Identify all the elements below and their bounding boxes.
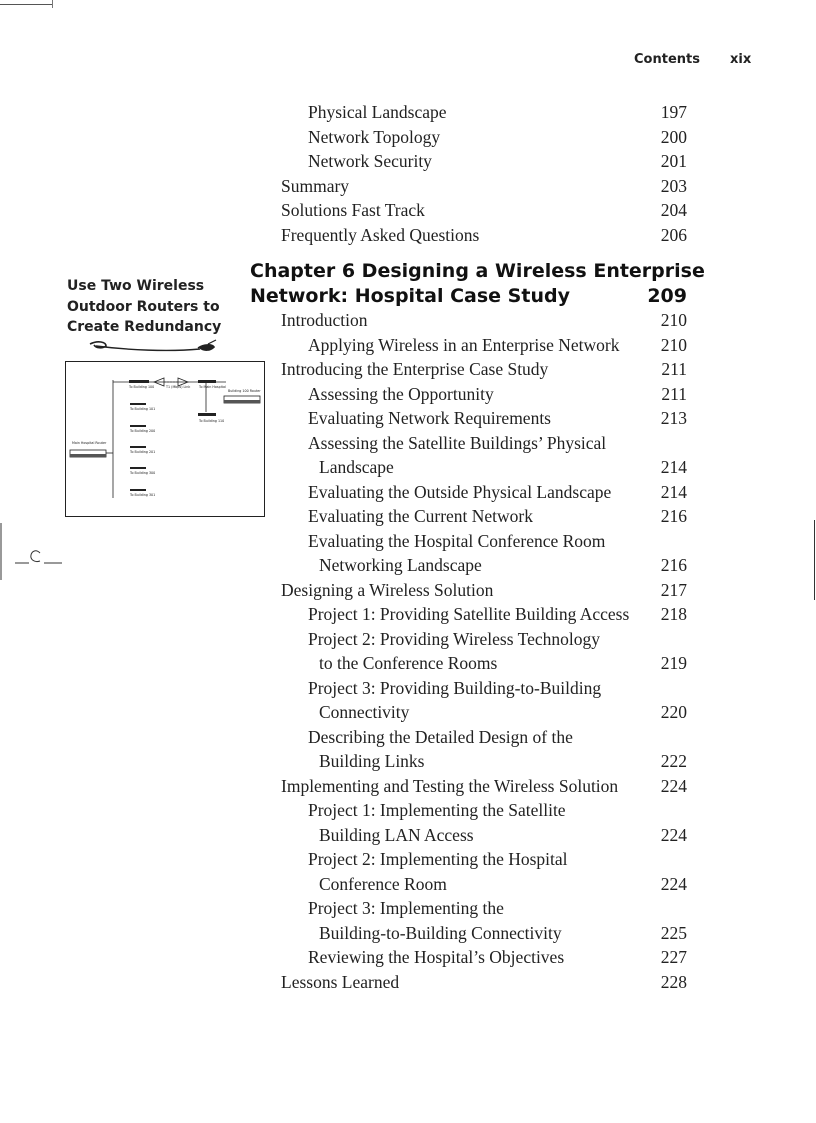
toc-page: 224 [660,775,687,796]
toc-page: 216 [660,506,687,526]
router-box-fill [70,454,106,457]
toc-entry: Assessing the Opportunity [308,383,494,404]
toc-page: 219 [660,653,687,673]
toc-entry: to the Conference Rooms [319,653,498,673]
sidebar-title-line: Create Redundancy [67,319,222,335]
header-title: Contents [634,52,700,67]
toc-page: 201 [660,151,687,171]
network-diagram [65,361,265,517]
toc-entry: Introducing the Enterprise Case Study [281,359,549,379]
chapter-title-line-2: Network: Hospital Case Study [250,285,570,307]
toc-entry-network-security: Network Security [308,151,432,171]
label-building-301: To Building 301 [130,493,156,497]
toc-entry: Applying Wireless in an Enterprise Network [308,334,620,355]
network-diagram-svg [66,362,264,516]
label-main-hospital-router: Main Hospital Router [72,441,107,445]
toc-entry: Evaluating the Current Network [308,506,534,526]
toc-page: 224 [660,873,687,894]
toc-page: 214 [660,482,687,502]
node-building-110 [198,413,216,416]
sidebar-title [67,276,221,338]
sidebar-title-line: Use Two Wireless [67,278,205,294]
label-t1-link: T1 (Mbps) Link [166,385,191,389]
toc-entry-summary: Summary [281,175,350,196]
node-building-100 [129,380,149,383]
toc-entry-solutions-fast-track: Solutions Fast Track [281,200,425,220]
toc-entry: Building LAN Access [319,824,474,845]
right-crop-mark [814,520,815,600]
toc-page: 227 [660,947,687,967]
toc-entry: Evaluating the Outside Physical Landscape [308,482,612,502]
toc-entry: Landscape [319,457,394,477]
toc-page: 214 [660,457,687,477]
toc-entry-physical-landscape: Physical Landscape [308,102,447,122]
toc-entry: Describing the Detailed Design of the [308,726,573,747]
toc-page: 210 [660,334,687,355]
toc-entry: Building Links [319,751,425,771]
node-building-300 [130,467,146,469]
top-rule [0,4,52,5]
toc-entry: Project 1: Implementing the Satellite [308,800,566,820]
toc-entry: Assessing the Satellite Buildings’ Physical [308,432,607,453]
node-main-hospital [198,380,216,383]
toc-entry: Implementing and Testing the Wireless Solution [281,775,619,796]
toc-page: 225 [660,922,687,943]
toc-entry: Evaluating Network Requirements [308,408,551,428]
toc-page: 211 [661,359,687,379]
toc-page: 206 [660,224,687,245]
label-building-300: To Building 300 [130,471,156,475]
toc-page: 213 [660,408,687,428]
toc-entry: Building-to-Building Connectivity [319,922,562,943]
node-building-200 [130,425,146,427]
toc-page: 204 [660,200,687,220]
toc-entry: Project 1: Providing Satellite Building Access [308,604,630,624]
node-building-101 [130,403,146,405]
node-building-301 [130,489,146,491]
toc-page: 197 [660,102,687,122]
toc-page: 224 [660,824,687,845]
sidebar-title-line: Outdoor Routers to [67,298,220,315]
toc-entry: Reviewing the Hospital’s Objectives [308,947,565,967]
label-building-201: To Building 201 [130,450,156,454]
toc-entry: Evaluating the Hospital Conference Room [308,530,606,551]
decorative-swash-icon [88,338,220,356]
toc-page: 210 [660,310,687,330]
toc-page: 220 [660,702,687,722]
label-building-100: To Building 100 [129,385,155,389]
chapter-page: 209 [647,285,687,307]
top-rule-tick [52,0,53,8]
label-building-110: To Building 110 [199,419,225,423]
toc-entry: Project 2: Providing Wireless Technology [308,628,600,649]
toc-entry: Connectivity [319,702,410,722]
toc-entry: Project 2: Implementing the Hospital [308,849,568,869]
toc-entry: Project 3: Implementing the [308,898,504,918]
node-building-201 [130,446,146,448]
router-box-fill [224,400,260,403]
chapter-title-line-1: Chapter 6 Designing a Wireless Enterprise [250,260,705,282]
toc-entry: Conference Room [319,873,447,894]
toc-entry: Introduction [281,310,368,330]
toc-page: 216 [660,555,687,575]
toc-entry: Lessons Learned [281,971,400,992]
toc-entry-faq: Frequently Asked Questions [281,224,480,245]
label-building-200: To Building 200 [130,429,156,433]
crop-mark-icon [0,523,66,583]
toc-entry: Networking Landscape [319,555,482,575]
toc-page: 200 [660,126,687,147]
toc-page: 217 [660,579,687,600]
toc-page: 211 [661,383,687,404]
label-main-hospital: To Main Hospital [199,385,226,389]
toc-page: 218 [660,604,687,624]
label-building-101: To Building 101 [130,407,156,411]
toc-page: 228 [660,971,687,992]
toc-entry-network-topology: Network Topology [308,126,441,147]
label-building-100-router: Building 100 Router [228,389,261,393]
toc-page: 222 [660,751,687,771]
header-page-number: xix [730,52,752,67]
toc-entry: Project 3: Providing Building-to-Building [308,677,602,698]
toc-page: 203 [660,175,687,196]
toc-entry: Designing a Wireless Solution [281,579,494,600]
